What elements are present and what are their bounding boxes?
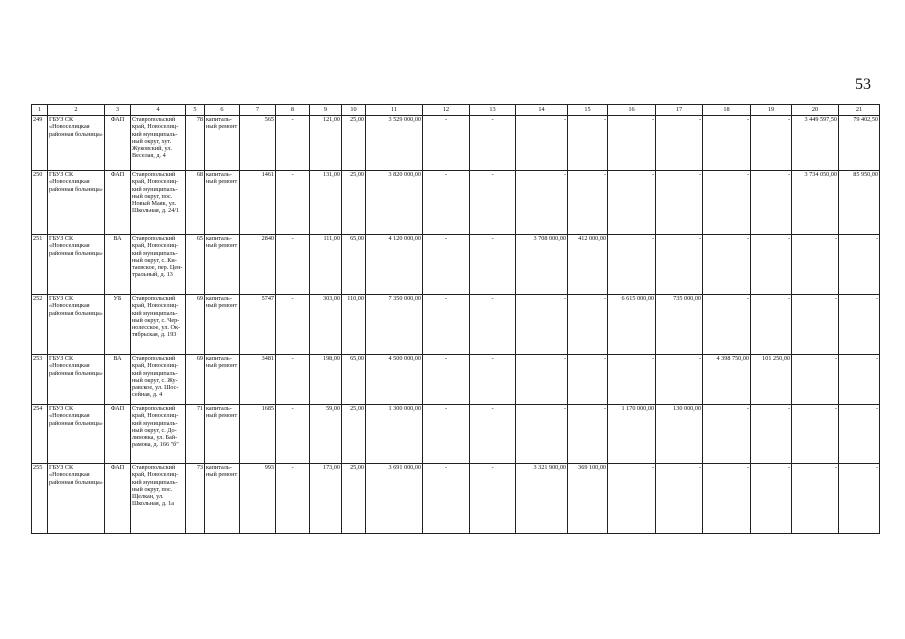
table-cell: Ставропольский край, Новоселиц-кий муниципаль-ный округ, с. До-линовка, ул. Бай-рамова, д. 166 "б" bbox=[131, 405, 186, 464]
table-cell: 85 950,00 bbox=[839, 171, 880, 235]
table-cell: - bbox=[839, 464, 880, 534]
table-cell: 4 398 750,00 bbox=[703, 355, 751, 405]
table-cell: Ставропольский край, Новоселиц-кий муниципаль-ный округ, с. Ки-таевское, пер. Цен-тральный, д. 13 bbox=[131, 235, 186, 295]
table-cell: 73 bbox=[186, 464, 205, 534]
table-cell: 3 691 000,00 bbox=[366, 464, 423, 534]
table-cell: 252 bbox=[32, 295, 48, 355]
table-cell: 65,00 bbox=[342, 355, 366, 405]
table-cell: 130 000,00 bbox=[656, 405, 703, 464]
table-cell: - bbox=[703, 116, 751, 171]
table-cell: - bbox=[839, 405, 880, 464]
table-cell: - bbox=[839, 295, 880, 355]
table-cell: 101 250,00 bbox=[751, 355, 792, 405]
table-cell: - bbox=[703, 235, 751, 295]
table-cell: - bbox=[792, 355, 839, 405]
column-header: 14 bbox=[516, 105, 568, 116]
table-row bbox=[32, 171, 880, 235]
table-cell: - bbox=[276, 235, 310, 295]
table-cell: 250 bbox=[32, 171, 48, 235]
table-cell: - bbox=[568, 171, 608, 235]
table-cell: 25,00 bbox=[342, 116, 366, 171]
column-header: 10 bbox=[342, 105, 366, 116]
table-cell: 3 734 050,00 bbox=[792, 171, 839, 235]
table-cell: 1 300 000,00 bbox=[366, 405, 423, 464]
table-cell: Ставропольский край, Новоселиц-кий муниципаль-ный округ, с. Жу-равское, ул. Шос-сейная, д. 4 bbox=[131, 355, 186, 405]
column-header: 6 bbox=[205, 105, 240, 116]
column-header: 13 bbox=[470, 105, 516, 116]
table-cell: - bbox=[656, 235, 703, 295]
table-cell: Ставропольский край, Новоселиц-кий муниципаль-ный округ, пос. Новый Маяк, ул. Школьная, д. 24/1 bbox=[131, 171, 186, 235]
table-cell: - bbox=[792, 235, 839, 295]
table-cell: 25,00 bbox=[342, 171, 366, 235]
column-header: 21 bbox=[839, 105, 880, 116]
column-header: 4 bbox=[131, 105, 186, 116]
table-cell: - bbox=[839, 235, 880, 295]
table-cell: - bbox=[656, 171, 703, 235]
table-cell: - bbox=[470, 171, 516, 235]
table-cell: - bbox=[839, 355, 880, 405]
table-cell: - bbox=[423, 405, 470, 464]
table-cell: ФАП bbox=[105, 405, 131, 464]
table-cell: 69 bbox=[186, 295, 205, 355]
table-cell: 253 bbox=[32, 355, 48, 405]
table-cell: 25,00 bbox=[342, 464, 366, 534]
table-row bbox=[32, 116, 880, 171]
table-cell: 993 bbox=[240, 464, 276, 534]
table-cell: - bbox=[608, 235, 656, 295]
table-cell: - bbox=[276, 295, 310, 355]
table-cell: - bbox=[423, 171, 470, 235]
table-cell: 1685 bbox=[240, 405, 276, 464]
table-cell: - bbox=[656, 464, 703, 534]
column-header: 3 bbox=[105, 105, 131, 116]
table-cell: капиталь-ный ремонт bbox=[205, 295, 240, 355]
table-cell: 25,00 bbox=[342, 405, 366, 464]
column-header: 9 bbox=[310, 105, 342, 116]
table-cell: 5747 bbox=[240, 295, 276, 355]
table-row bbox=[32, 405, 880, 464]
table-cell: - bbox=[470, 235, 516, 295]
column-header: 1 bbox=[32, 105, 48, 116]
table-cell: - bbox=[608, 171, 656, 235]
table-cell: 79 402,50 bbox=[839, 116, 880, 171]
table-cell: - bbox=[751, 235, 792, 295]
table-cell: - bbox=[703, 295, 751, 355]
table-cell: ГБУЗ СК «Новоселицкая районная больница» bbox=[48, 116, 105, 171]
page-number: 53 bbox=[855, 76, 871, 93]
table-cell: Ставропольский край, Новоселиц-кий муниципаль-ный округ, пос. Щелкан, ул. Школьная, д. 1а bbox=[131, 464, 186, 534]
table-cell: - bbox=[276, 464, 310, 534]
table-cell: 4 120 000,00 bbox=[366, 235, 423, 295]
table-cell: - bbox=[470, 355, 516, 405]
column-header: 16 bbox=[608, 105, 656, 116]
table-cell: - bbox=[276, 171, 310, 235]
table-cell: - bbox=[423, 295, 470, 355]
header-row bbox=[32, 105, 880, 116]
table-cell: 69 bbox=[186, 355, 205, 405]
table-cell: - bbox=[703, 405, 751, 464]
table-cell: - bbox=[792, 464, 839, 534]
table-cell: - bbox=[608, 464, 656, 534]
table-cell: 7 350 000,00 bbox=[366, 295, 423, 355]
table-cell: 1 170 000,00 bbox=[608, 405, 656, 464]
table-cell: капиталь-ный ремонт bbox=[205, 235, 240, 295]
table-cell: - bbox=[276, 355, 310, 405]
table-cell: - bbox=[568, 405, 608, 464]
table-cell: - bbox=[516, 171, 568, 235]
table-cell: капиталь-ный ремонт bbox=[205, 405, 240, 464]
table-cell: ГБУЗ СК «Новоселицкая районная больница» bbox=[48, 405, 105, 464]
table-cell: - bbox=[516, 405, 568, 464]
table-cell: 251 bbox=[32, 235, 48, 295]
table-cell: - bbox=[423, 355, 470, 405]
table-cell: - bbox=[792, 295, 839, 355]
column-header: 8 bbox=[276, 105, 310, 116]
table-cell: - bbox=[656, 116, 703, 171]
table-cell: ФАП bbox=[105, 171, 131, 235]
table-cell: 2840 bbox=[240, 235, 276, 295]
column-header: 7 bbox=[240, 105, 276, 116]
table-cell: - bbox=[516, 355, 568, 405]
table-cell: 3 449 597,50 bbox=[792, 116, 839, 171]
table-cell: - bbox=[751, 171, 792, 235]
table-cell: - bbox=[423, 235, 470, 295]
table-cell: 369 100,00 bbox=[568, 464, 608, 534]
table-cell: - bbox=[568, 116, 608, 171]
table-cell: 110,00 bbox=[342, 295, 366, 355]
table-row bbox=[32, 464, 880, 534]
table-cell: 3 820 000,00 bbox=[366, 171, 423, 235]
column-header: 19 bbox=[751, 105, 792, 116]
register-table bbox=[31, 104, 880, 534]
table-cell: 71 bbox=[186, 405, 205, 464]
table-cell: 59,00 bbox=[310, 405, 342, 464]
table-cell: - bbox=[470, 464, 516, 534]
table-cell: ГБУЗ СК «Новоселицкая районная больница» bbox=[48, 171, 105, 235]
table-cell: Ставропольский край, Новоселиц-кий муниципаль-ный округ, с. Чер-нолесское, ул. Ок-тябрьская, д. 193 bbox=[131, 295, 186, 355]
table-cell: капиталь-ный ремонт bbox=[205, 116, 240, 171]
table-cell: - bbox=[276, 116, 310, 171]
table-cell: 173,00 bbox=[310, 464, 342, 534]
table-cell: 254 bbox=[32, 405, 48, 464]
table-cell: 3481 bbox=[240, 355, 276, 405]
table-cell: 3 321 900,00 bbox=[516, 464, 568, 534]
table-row bbox=[32, 355, 880, 405]
table-cell: 3 708 000,00 bbox=[516, 235, 568, 295]
table-cell: ГБУЗ СК «Новоселицкая районная больница» bbox=[48, 355, 105, 405]
table-cell: капиталь-ный ремонт bbox=[205, 171, 240, 235]
column-header: 17 bbox=[656, 105, 703, 116]
table-cell: УБ bbox=[105, 295, 131, 355]
table-cell: ГБУЗ СК «Новоселицкая районная больница» bbox=[48, 464, 105, 534]
table-cell: - bbox=[568, 295, 608, 355]
table-cell: - bbox=[470, 116, 516, 171]
table-cell: капиталь-ный ремонт bbox=[205, 464, 240, 534]
table-cell: Ставропольский край, Новоселиц-кий муниципаль-ный округ, хут. Жуковский, ул. Веселая, д. 4 bbox=[131, 116, 186, 171]
table-cell: ВА bbox=[105, 355, 131, 405]
table-cell: - bbox=[703, 171, 751, 235]
table-cell: 121,00 bbox=[310, 116, 342, 171]
table-cell: капиталь-ный ремонт bbox=[205, 355, 240, 405]
table-cell: 65 bbox=[186, 235, 205, 295]
table-cell: 412 000,00 bbox=[568, 235, 608, 295]
table-cell: 303,00 bbox=[310, 295, 342, 355]
table-cell: 131,00 bbox=[310, 171, 342, 235]
table-cell: - bbox=[423, 464, 470, 534]
table-cell: 4 500 000,00 bbox=[366, 355, 423, 405]
table-cell: - bbox=[608, 355, 656, 405]
table-cell: - bbox=[792, 405, 839, 464]
column-header: 5 bbox=[186, 105, 205, 116]
table-cell: - bbox=[608, 116, 656, 171]
table-cell: 3 529 000,00 bbox=[366, 116, 423, 171]
table-cell: - bbox=[470, 405, 516, 464]
table-cell: - bbox=[703, 464, 751, 534]
table-cell: 65,00 bbox=[342, 235, 366, 295]
table-row bbox=[32, 235, 880, 295]
column-header: 15 bbox=[568, 105, 608, 116]
table-cell: ФАП bbox=[105, 464, 131, 534]
table-cell: - bbox=[656, 355, 703, 405]
column-header: 12 bbox=[423, 105, 470, 116]
table-cell: ФАП bbox=[105, 116, 131, 171]
table-cell: 1461 bbox=[240, 171, 276, 235]
table-cell: ВА bbox=[105, 235, 131, 295]
table-cell: - bbox=[423, 116, 470, 171]
column-header: 11 bbox=[366, 105, 423, 116]
table-cell: - bbox=[751, 116, 792, 171]
table-cell: ГБУЗ СК «Новоселицкая районная больница» bbox=[48, 295, 105, 355]
table-cell: - bbox=[751, 295, 792, 355]
table-cell: - bbox=[516, 116, 568, 171]
table-cell: 6 615 000,00 bbox=[608, 295, 656, 355]
table-cell: 111,00 bbox=[310, 235, 342, 295]
table-cell: 68 bbox=[186, 171, 205, 235]
table-cell: - bbox=[470, 295, 516, 355]
table-cell: - bbox=[568, 355, 608, 405]
table-cell: - bbox=[751, 405, 792, 464]
table-row bbox=[32, 295, 880, 355]
table-cell: 198,00 bbox=[310, 355, 342, 405]
table-cell: 255 bbox=[32, 464, 48, 534]
table-cell: - bbox=[751, 464, 792, 534]
table-cell: 735 000,00 bbox=[656, 295, 703, 355]
table-cell: - bbox=[276, 405, 310, 464]
column-header: 20 bbox=[792, 105, 839, 116]
table-cell: 565 bbox=[240, 116, 276, 171]
table-cell: ГБУЗ СК «Новоселицкая районная больница» bbox=[48, 235, 105, 295]
table-cell: 78 bbox=[186, 116, 205, 171]
column-header: 18 bbox=[703, 105, 751, 116]
table-cell: - bbox=[516, 295, 568, 355]
table-cell: 249 bbox=[32, 116, 48, 171]
column-header: 2 bbox=[48, 105, 105, 116]
